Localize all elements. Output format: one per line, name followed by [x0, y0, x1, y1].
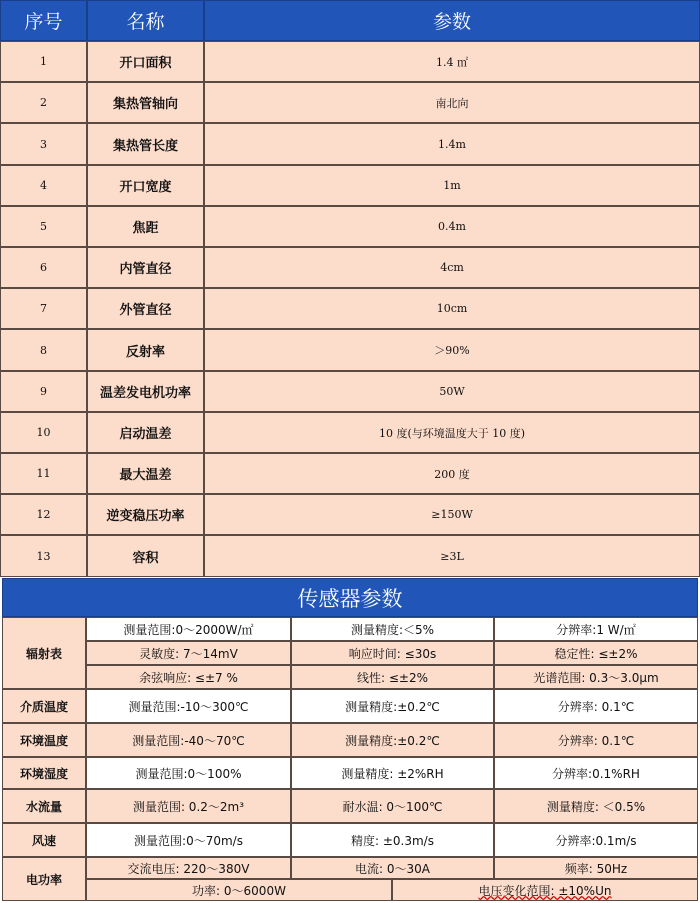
power-r2c2: [392, 879, 698, 901]
header-name: [87, 0, 204, 41]
main-row-1-name: [87, 41, 204, 82]
main-row-9-index: [0, 371, 87, 412]
main-row-6-param-text: 4cm: [440, 261, 464, 274]
main-row-7-name: [87, 288, 204, 329]
power-r1c2-text: 电流: 0～30A: [355, 861, 430, 876]
radiometer-r2c1: [86, 641, 291, 665]
main-row-1-name-text: 开口面积: [119, 56, 172, 71]
radiometer-r3c3: [494, 665, 698, 689]
main-row-11-name: [87, 453, 204, 494]
wind-speed-c3: [494, 823, 698, 857]
power-r2c1: [86, 879, 392, 901]
main-row-1-param-text: 1.4 ㎡: [436, 55, 468, 69]
env-temp-c3-text: 分辨率: 0.1℃: [557, 733, 635, 748]
main-row-3-name: [87, 123, 204, 165]
media-temp-name-text: 介质温度: [19, 699, 68, 714]
env-temp-c2-text: 测量精度:±0.2℃: [345, 733, 440, 748]
header-param: [204, 0, 700, 41]
main-row-13-param-text: ≥3L: [440, 549, 464, 563]
main-row-8-index: [0, 329, 87, 371]
main-row-12-param: [204, 494, 700, 535]
power-r1c3: [494, 857, 698, 879]
wind-speed-name-text: 风速: [31, 833, 56, 848]
main-row-6-param: [204, 247, 700, 288]
radiometer-r2c2-text: 响应时间: ≤30s: [348, 646, 437, 661]
main-row-9-name-text: 温差发电机功率: [99, 386, 191, 401]
main-row-12-param-text: ≥150W: [431, 508, 473, 521]
water-flow-c3-text: 测量精度: ＜0.5%: [546, 799, 646, 814]
radiometer-r2c3: [494, 641, 698, 665]
media-temp-c1: [86, 689, 291, 723]
main-row-10-param: [204, 412, 700, 453]
main-row-2-name: [87, 82, 204, 123]
wind-speed-name: [2, 823, 86, 857]
main-row-9-index-text: 9: [40, 385, 47, 398]
main-row-9-name: [87, 371, 204, 412]
main-row-4-param-text: 1m: [443, 179, 461, 192]
main-row-8-param-text: ＞90%: [434, 344, 470, 357]
radiometer-r3c2: [291, 665, 494, 689]
power-name: [2, 857, 86, 901]
main-row-10-index-text: 10: [36, 426, 51, 439]
main-row-8-index-text: 8: [40, 343, 47, 357]
header-name-label: 名称: [126, 11, 165, 33]
radiometer-name-text: 辐射表: [25, 646, 62, 661]
main-row-4-param: [204, 165, 700, 206]
main-row-3-param-text: 1.4m: [438, 137, 466, 151]
power-r1c2: [291, 857, 494, 879]
power-r1c3-text: 频率: 50Hz: [564, 861, 628, 876]
wind-speed-c2-text: 精度: ±0.3m/s: [351, 833, 434, 848]
radiometer-r1c2-text: 测量精度:＜5%: [350, 622, 435, 637]
main-row-7-name-text: 外管直径: [119, 303, 172, 318]
radiometer-r3c2-text: 线性: ≤±2%: [356, 670, 428, 685]
main-row-7-index: [0, 288, 87, 329]
env-temp-name: [2, 723, 86, 757]
main-row-3-name-text: 集热管长度: [112, 138, 178, 154]
main-row-8-param: [204, 329, 700, 371]
power-r2c2-text: 电压变化范围: ±10%Un: [478, 883, 612, 898]
main-row-10-name-text: 启动温差: [119, 427, 172, 442]
header-index-label: 序号: [24, 11, 63, 33]
media-temp-c3-text: 分辨率: 0.1℃: [557, 699, 635, 714]
main-row-12-index-text: 12: [36, 508, 51, 521]
env-temp-name-text: 环境温度: [19, 733, 68, 748]
main-row-8-name: [87, 329, 204, 371]
main-row-13-param: [204, 535, 700, 577]
water-flow-name: [2, 789, 86, 823]
main-row-1-index-text: 1: [40, 55, 47, 68]
main-row-2-param: [204, 82, 700, 123]
media-temp-c2: [291, 689, 494, 723]
env-humidity-name-text: 环境湿度: [19, 766, 68, 781]
env-temp-c1-text: 测量范围:-40～70℃: [132, 733, 245, 748]
main-row-7-param-text: 10cm: [436, 302, 468, 315]
main-row-13-name: [87, 535, 204, 577]
radiometer-r1c3: [494, 617, 698, 641]
radiometer-r1c1-text: 测量范围:0～2000W/㎡: [123, 622, 254, 637]
main-row-6-index: [0, 247, 87, 288]
env-humidity-c2: [291, 757, 494, 789]
radiometer-r2c1-text: 灵敏度: 7～14mV: [139, 646, 238, 661]
media-temp-name: [2, 689, 86, 723]
water-flow-name-text: 水流量: [25, 799, 62, 814]
media-temp-c3: [494, 689, 698, 723]
env-humidity-c1-text: 测量范围:0～100%: [135, 766, 242, 781]
radiometer-r1c2: [291, 617, 494, 641]
power-r1c1: [86, 857, 291, 879]
env-temp-c2: [291, 723, 494, 757]
env-humidity-c3: [494, 757, 698, 789]
main-row-13-index-text: 13: [36, 549, 51, 563]
main-row-12-name-text: 逆变稳压功率: [106, 509, 185, 524]
wind-speed-c2: [291, 823, 494, 857]
main-row-11-param: [204, 453, 700, 494]
env-humidity-c3-text: 分辨率:0.1%RH: [552, 766, 640, 781]
sensor-table-title: [2, 578, 698, 617]
radiometer-r1c1: [86, 617, 291, 641]
main-row-4-index-text: 4: [40, 179, 47, 192]
main-row-9-param-text: 50W: [439, 385, 465, 398]
main-row-5-index: [0, 206, 87, 247]
main-row-11-param-text: 200 度: [434, 467, 470, 481]
main-row-13-index: [0, 535, 87, 577]
main-row-6-name-text: 内管直径: [119, 262, 172, 277]
env-humidity-c1: [86, 757, 291, 789]
water-flow-c3: [494, 789, 698, 823]
power-name-text: 电功率: [25, 872, 62, 887]
main-row-7-index-text: 7: [40, 302, 47, 315]
main-row-9-param: [204, 371, 700, 412]
main-row-11-name-text: 最大温差: [119, 468, 172, 483]
header-index: [0, 0, 87, 41]
radiometer-r3c1-text: 余弦响应: ≤±7 %: [139, 670, 238, 685]
main-row-6-index-text: 6: [40, 261, 47, 274]
power-r1c1-text: 交流电压: 220～380V: [127, 861, 250, 876]
main-row-8-name-text: 反射率: [125, 344, 165, 360]
water-flow-c1-text: 测量范围: 0.2～2m³: [132, 799, 245, 814]
power-r2c1-text: 功率: 0～6000W: [192, 883, 286, 898]
main-row-1-param: [204, 41, 700, 82]
main-row-12-name: [87, 494, 204, 535]
radiometer-r3c1: [86, 665, 291, 689]
media-temp-c2-text: 测量精度:±0.2℃: [345, 699, 440, 714]
env-temp-c3: [494, 723, 698, 757]
radiometer-r2c2: [291, 641, 494, 665]
main-row-3-index-text: 3: [40, 137, 47, 151]
main-row-11-index-text: 11: [36, 467, 51, 480]
env-temp-c1: [86, 723, 291, 757]
main-row-4-name-text: 开口宽度: [119, 180, 172, 195]
main-row-7-param: [204, 288, 700, 329]
main-row-5-index-text: 5: [40, 220, 47, 233]
radiometer-r1c3-text: 分辨率:1 W/㎡: [556, 622, 636, 637]
water-flow-c2-text: 耐水温: 0～100℃: [342, 799, 443, 814]
main-row-5-param-text: 0.4m: [438, 220, 466, 233]
main-row-6-name: [87, 247, 204, 288]
main-row-5-param: [204, 206, 700, 247]
main-row-2-index-text: 2: [40, 96, 47, 109]
header-param-label: 参数: [432, 11, 471, 33]
env-humidity-c2-text: 测量精度: ±2%RH: [341, 766, 444, 781]
radiometer-r2c3-text: 稳定性: ≤±2%: [554, 646, 638, 661]
wind-speed-c3-text: 分辨率:0.1m/s: [555, 833, 637, 848]
main-row-2-index: [0, 82, 87, 123]
radiometer-name: [2, 617, 86, 689]
main-row-3-param: [204, 123, 700, 165]
main-row-3-index: [0, 123, 87, 165]
main-row-4-index: [0, 165, 87, 206]
env-humidity-name: [2, 757, 86, 789]
main-row-10-index: [0, 412, 87, 453]
main-row-5-name: [87, 206, 204, 247]
wind-speed-c1: [86, 823, 291, 857]
media-temp-c1-text: 测量范围:-10～300℃: [128, 699, 249, 714]
wind-speed-c1-text: 测量范围:0～70m/s: [134, 833, 243, 848]
water-flow-c1: [86, 789, 291, 823]
main-row-1-index: [0, 41, 87, 82]
main-row-4-name: [87, 165, 204, 206]
sensor-title-label: 传感器参数: [297, 586, 403, 611]
main-row-10-name: [87, 412, 204, 453]
main-row-2-param-text: 南北向: [435, 96, 469, 110]
main-row-13-name-text: 容积: [132, 550, 159, 566]
main-row-2-name-text: 集热管轴向: [112, 97, 178, 112]
main-row-11-index: [0, 453, 87, 494]
main-row-10-param-text: 10 度(与环境温度大于 10 度): [378, 426, 526, 440]
water-flow-c2: [291, 789, 494, 823]
radiometer-r3c3-text: 光谱范围: 0.3～3.0μm: [533, 670, 659, 685]
main-row-12-index: [0, 494, 87, 535]
main-row-5-name-text: 焦距: [132, 221, 159, 236]
